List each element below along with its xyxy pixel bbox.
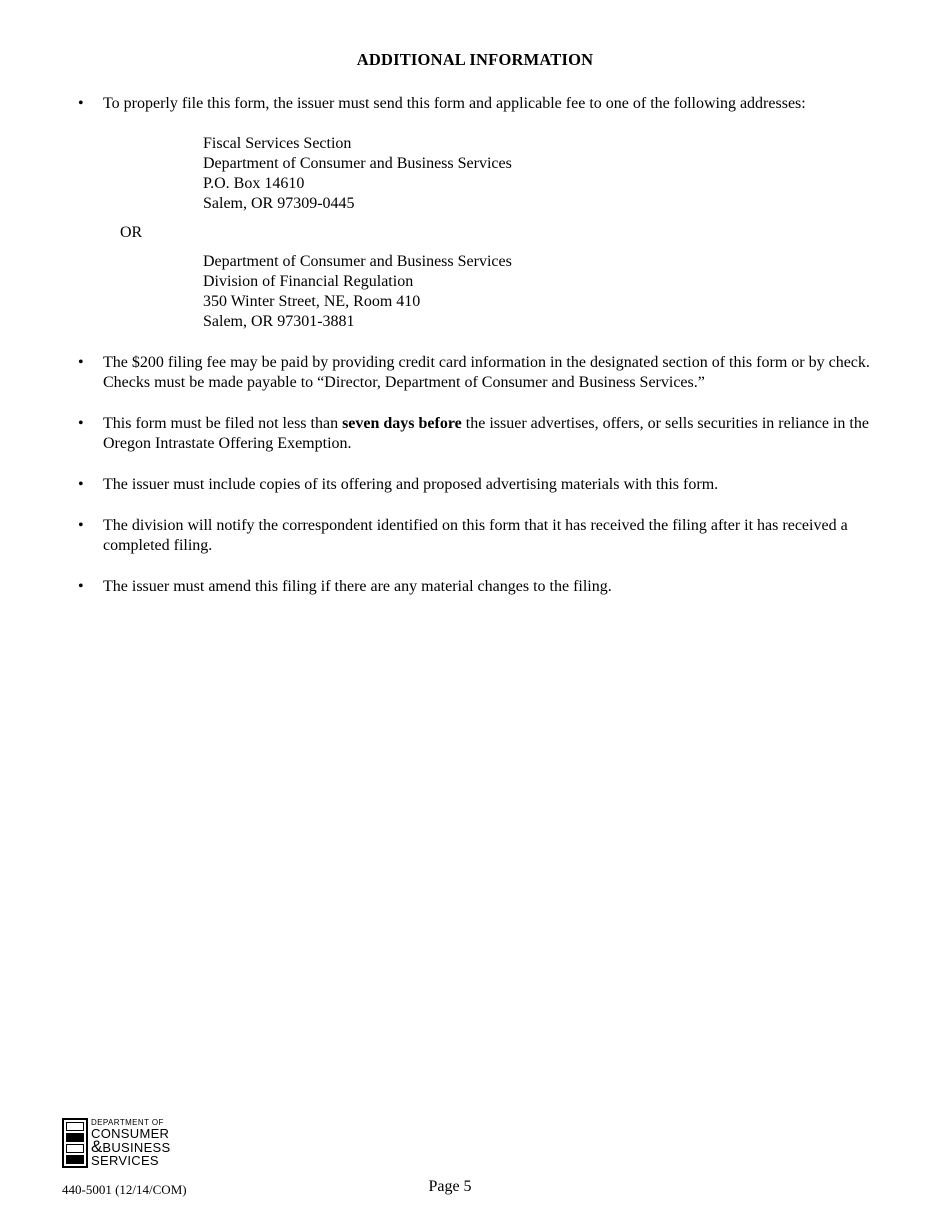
address-line: 350 Winter Street, NE, Room 410: [203, 293, 421, 310]
logo-glyph: [66, 1133, 84, 1142]
bullet-icon: •: [78, 95, 84, 112]
seven-days-bold: seven days before: [342, 415, 462, 432]
logo-line-services: SERVICES: [91, 1152, 159, 1168]
bullet-icon: •: [78, 354, 84, 371]
logo-glyph: [66, 1144, 84, 1153]
address-line: Salem, OR 97301-3881: [203, 313, 355, 330]
seven-days-post: the issuer advertises, offers, or sells securities in reliance in the Oregon Intrastate Offering Exemption.: [103, 415, 869, 452]
address-line: Division of Financial Regulation: [203, 273, 414, 290]
page-content: [0, 0, 950, 597]
list-item: [62, 475, 888, 495]
form-number: 440-5001 (12/14/COM): [62, 1182, 187, 1197]
logo-line-department: DEPARTMENT OF: [91, 1118, 164, 1128]
logo-line-business: [91, 1137, 171, 1157]
dcbs-logo: [62, 1118, 171, 1168]
address-line: Fiscal Services Section: [203, 135, 352, 152]
notification-text: The division will notify the correspondent identified on this form that it has received the filing after it has received a completed filing.: [103, 517, 848, 554]
address-line: Department of Consumer and Business Services: [203, 253, 512, 270]
bullet-icon: •: [78, 517, 84, 534]
logo-line-consumer: CONSUMER: [91, 1126, 170, 1142]
offering-materials-text: The issuer must include copies of its offering and proposed advertising materials with this form.: [103, 476, 719, 493]
list-item: [62, 353, 888, 393]
address-line: Department of Consumer and Business Services: [203, 155, 512, 172]
logo-business-label: BUSINESS: [102, 1139, 171, 1155]
additional-information-list: [62, 94, 888, 597]
bullet-icon: •: [78, 476, 84, 493]
list-item: [62, 414, 888, 454]
logo-ampersand: &: [91, 1137, 103, 1157]
address-line: P.O. Box 14610: [203, 175, 305, 192]
logo-glyph: [66, 1155, 84, 1164]
page-title: ADDITIONAL INFORMATION: [356, 50, 594, 69]
filing-intro-text: To properly file this form, the issuer must send this form and applicable fee to one of the following addresses:: [103, 95, 806, 112]
page-number: Page 5: [428, 1178, 472, 1195]
seven-days-pre: This form must be filed not less than: [103, 415, 343, 432]
dcbs-logo-icon: [62, 1118, 88, 1168]
bullet-icon: •: [78, 415, 84, 432]
address-line: Salem, OR 97309-0445: [203, 195, 355, 212]
filing-fee-text: The $200 filing fee may be paid by providing credit card information in the designated section of this form or by check. Checks must be made payable to “Director, Department of Consumer and Business Services.”: [103, 354, 870, 391]
list-item: [62, 516, 888, 556]
or-label: OR: [120, 224, 143, 241]
address-fiscal-services: [203, 134, 888, 214]
logo-glyph: [66, 1122, 84, 1131]
list-item: [62, 94, 888, 332]
list-item: [62, 577, 888, 597]
bullet-icon: •: [78, 578, 84, 595]
address-division: [203, 252, 888, 332]
seven-days-text: [103, 414, 888, 454]
bullet-body: [103, 94, 888, 332]
dcbs-logo-text: [91, 1118, 171, 1168]
amend-filing-text: The issuer must amend this filing if there are any material changes to the filing.: [103, 578, 612, 595]
